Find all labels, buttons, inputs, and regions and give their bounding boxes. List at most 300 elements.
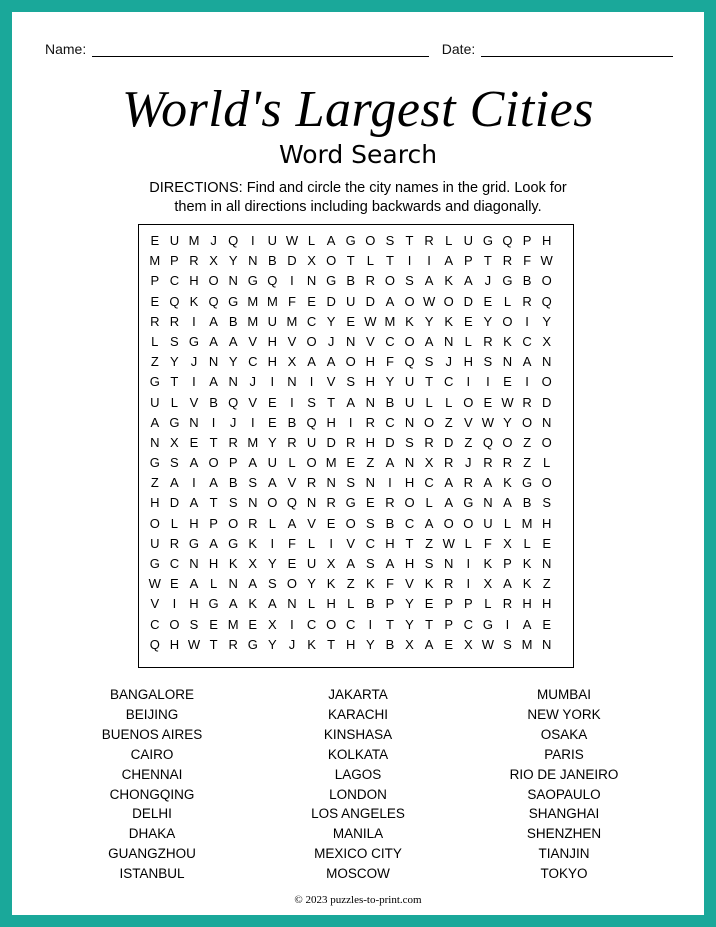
grid-letter[interactable]: N xyxy=(306,495,317,511)
grid-letter[interactable]: Y xyxy=(405,616,414,632)
grid-letter[interactable]: O xyxy=(541,374,552,390)
grid-letter[interactable]: T xyxy=(209,434,218,450)
grid-letter[interactable]: Y xyxy=(424,313,434,329)
grid-letter[interactable]: I xyxy=(466,374,471,390)
grid-letter[interactable]: N xyxy=(228,374,238,390)
grid-letter[interactable]: K xyxy=(365,576,375,592)
grid-letter[interactable]: N xyxy=(287,374,297,390)
grid-letter[interactable]: N xyxy=(365,475,376,491)
grid-letter[interactable]: O xyxy=(228,515,239,531)
grid-letter[interactable]: G xyxy=(482,233,493,248)
grid-letter[interactable]: L xyxy=(307,233,316,248)
grid-letter[interactable]: Q xyxy=(169,293,180,309)
grid-letter[interactable]: R xyxy=(228,636,238,652)
grid-letter[interactable]: N xyxy=(502,354,513,370)
grid-letter[interactable]: R xyxy=(463,475,473,491)
grid-letter[interactable]: T xyxy=(170,374,179,390)
grid-letter[interactable]: E xyxy=(268,394,277,410)
grid-letter[interactable]: B xyxy=(385,515,395,531)
grid-letter[interactable]: A xyxy=(444,495,454,511)
grid-letter[interactable]: O xyxy=(267,495,278,511)
grid-letter[interactable]: U xyxy=(404,394,415,410)
grid-letter[interactable]: W xyxy=(364,313,377,329)
grid-letter[interactable]: K xyxy=(503,475,512,491)
grid-letter[interactable]: V xyxy=(189,394,199,410)
grid-letter[interactable]: E xyxy=(287,556,297,571)
grid-letter[interactable]: L xyxy=(464,333,472,349)
grid-letter[interactable]: I xyxy=(192,374,196,390)
grid-letter[interactable]: S xyxy=(170,333,179,349)
grid-letter[interactable]: A xyxy=(346,394,356,410)
grid-letter[interactable]: J xyxy=(327,333,335,349)
grid-letter[interactable]: N xyxy=(541,414,552,430)
grid-letter[interactable]: O xyxy=(365,233,376,248)
grid-letter[interactable]: R xyxy=(424,434,434,450)
grid-letter[interactable]: R xyxy=(228,434,238,450)
grid-letter[interactable]: A xyxy=(209,374,218,390)
grid-letter[interactable]: G xyxy=(169,414,180,430)
grid-letter[interactable]: P xyxy=(385,596,395,612)
grid-letter[interactable]: L xyxy=(445,394,453,410)
grid-letter[interactable]: N xyxy=(483,495,493,511)
grid-letter[interactable]: Z xyxy=(464,434,473,450)
grid-letter[interactable]: Q xyxy=(404,354,415,370)
grid-letter[interactable]: O xyxy=(541,434,552,450)
grid-letter[interactable]: Z xyxy=(346,576,355,592)
grid-letter[interactable]: F xyxy=(385,354,394,370)
grid-letter[interactable]: H xyxy=(404,475,415,491)
grid-letter[interactable]: A xyxy=(463,273,473,289)
grid-letter[interactable]: H xyxy=(150,495,160,511)
grid-letter[interactable]: O xyxy=(306,333,317,349)
grid-letter[interactable]: W xyxy=(187,636,201,652)
grid-letter[interactable]: C xyxy=(306,313,317,329)
grid-letter[interactable]: A xyxy=(268,596,277,612)
grid-letter[interactable]: A xyxy=(268,475,277,491)
grid-letter[interactable]: S xyxy=(248,475,258,491)
grid-letter[interactable]: A xyxy=(522,616,532,632)
grid-letter[interactable]: O xyxy=(208,455,219,471)
grid-letter[interactable]: E xyxy=(268,414,277,430)
grid-letter[interactable]: S xyxy=(405,434,414,450)
grid-letter[interactable]: U xyxy=(267,233,278,248)
grid-letter[interactable]: G xyxy=(149,556,160,571)
grid-letter[interactable]: A xyxy=(385,455,395,471)
grid-letter[interactable]: X xyxy=(287,354,297,370)
grid-letter[interactable]: A xyxy=(209,313,218,329)
grid-letter[interactable]: K xyxy=(522,576,532,592)
grid-letter[interactable]: M xyxy=(384,313,396,329)
grid-letter[interactable]: G xyxy=(228,535,239,551)
grid-letter[interactable]: V xyxy=(326,374,336,390)
grid-letter[interactable]: H xyxy=(365,434,376,450)
grid-letter[interactable]: I xyxy=(427,253,431,269)
grid-letter[interactable]: A xyxy=(503,495,512,511)
grid-letter[interactable]: E xyxy=(307,293,316,309)
grid-letter[interactable]: A xyxy=(444,253,454,269)
grid-letter[interactable]: S xyxy=(424,556,434,571)
grid-letter[interactable]: G xyxy=(502,273,513,289)
grid-letter[interactable]: O xyxy=(384,273,395,289)
grid-letter[interactable]: T xyxy=(483,253,492,269)
grid-letter[interactable]: Q xyxy=(502,233,513,248)
grid-letter[interactable]: A xyxy=(287,515,297,531)
grid-letter[interactable]: K xyxy=(189,293,199,309)
grid-letter[interactable]: Q xyxy=(228,394,239,410)
grid-letter[interactable]: N xyxy=(306,273,317,289)
grid-letter[interactable]: K xyxy=(248,596,258,612)
grid-letter[interactable]: A xyxy=(248,576,258,592)
grid-letter[interactable]: C xyxy=(385,333,395,349)
grid-letter[interactable]: K xyxy=(424,576,434,592)
grid-letter[interactable]: K xyxy=(248,535,258,551)
grid-letter[interactable]: O xyxy=(502,313,513,329)
grid-letter[interactable]: W xyxy=(481,414,495,430)
grid-letter[interactable]: Q xyxy=(228,233,239,248)
grid-letter[interactable]: E xyxy=(444,636,454,652)
grid-letter[interactable]: H xyxy=(404,556,415,571)
grid-letter[interactable]: G xyxy=(149,374,160,390)
grid-letter[interactable]: G xyxy=(247,636,258,652)
grid-letter[interactable]: N xyxy=(228,576,238,592)
grid-letter[interactable]: O xyxy=(424,414,435,430)
grid-letter[interactable]: O xyxy=(345,354,356,370)
grid-letter[interactable]: K xyxy=(405,313,414,329)
grid-letter[interactable]: B xyxy=(209,394,218,410)
grid-letter[interactable]: U xyxy=(267,455,278,471)
grid-letter[interactable]: M xyxy=(247,293,259,309)
grid-letter[interactable]: A xyxy=(228,333,238,349)
grid-letter[interactable]: S xyxy=(346,374,356,390)
grid-letter[interactable]: E xyxy=(542,535,551,551)
grid-letter[interactable]: Q xyxy=(306,414,317,430)
grid-letter[interactable]: N xyxy=(444,333,454,349)
grid-letter[interactable]: A xyxy=(326,233,336,248)
grid-letter[interactable]: M xyxy=(247,313,259,329)
grid-letter[interactable]: K xyxy=(326,576,336,592)
grid-letter[interactable]: X xyxy=(463,636,473,652)
grid-letter[interactable]: Q xyxy=(267,273,278,289)
grid-letter[interactable]: Y xyxy=(228,354,238,370)
grid-letter[interactable]: U xyxy=(483,515,493,531)
grid-letter[interactable]: A xyxy=(209,475,218,491)
grid-letter[interactable]: O xyxy=(208,273,219,289)
grid-letter[interactable]: J xyxy=(484,273,492,289)
grid-letter[interactable]: X xyxy=(503,535,512,551)
grid-letter[interactable]: R xyxy=(444,455,454,471)
grid-letter[interactable]: Z xyxy=(150,354,159,370)
grid-letter[interactable]: C xyxy=(424,475,434,491)
grid-letter[interactable]: X xyxy=(248,556,258,571)
grid-letter[interactable]: B xyxy=(522,273,532,289)
grid-letter[interactable]: A xyxy=(150,414,160,430)
grid-letter[interactable]: S xyxy=(424,354,434,370)
grid-letter[interactable]: W xyxy=(540,253,553,269)
grid-letter[interactable]: H xyxy=(189,596,199,612)
grid-letter[interactable]: O xyxy=(149,515,160,531)
grid-letter[interactable]: J xyxy=(465,455,472,471)
grid-letter[interactable]: T xyxy=(385,616,394,632)
grid-letter[interactable]: P xyxy=(228,455,238,471)
grid-letter[interactable]: B xyxy=(228,313,238,329)
grid-letter[interactable]: U xyxy=(463,233,473,248)
grid-letter[interactable]: A xyxy=(444,475,454,491)
grid-letter[interactable]: E xyxy=(503,374,512,390)
grid-letter[interactable]: O xyxy=(306,455,317,471)
grid-letter[interactable]: V xyxy=(248,394,258,410)
grid-letter[interactable]: J xyxy=(288,636,296,652)
grid-letter[interactable]: Z xyxy=(542,576,551,592)
grid-letter[interactable]: R xyxy=(522,293,532,309)
grid-letter[interactable]: E xyxy=(365,495,375,511)
grid-letter[interactable]: Y xyxy=(503,414,512,430)
grid-letter[interactable]: I xyxy=(525,313,529,329)
grid-letter[interactable]: Z xyxy=(366,455,375,471)
grid-letter[interactable]: X xyxy=(542,333,551,349)
grid-letter[interactable]: Q xyxy=(286,495,298,511)
grid-letter[interactable]: I xyxy=(211,414,216,430)
grid-letter[interactable]: Y xyxy=(483,313,493,329)
grid-letter[interactable]: Z xyxy=(150,475,159,491)
grid-letter[interactable]: K xyxy=(228,556,238,571)
grid-letter[interactable]: I xyxy=(309,374,314,390)
grid-letter[interactable]: P xyxy=(170,253,179,269)
grid-letter[interactable]: T xyxy=(327,394,336,410)
grid-letter[interactable]: C xyxy=(385,414,395,430)
grid-letter[interactable]: L xyxy=(425,495,433,511)
grid-letter[interactable]: C xyxy=(346,616,356,632)
grid-letter[interactable]: R xyxy=(502,253,513,269)
grid-letter[interactable]: E xyxy=(424,596,434,612)
grid-letter[interactable]: F xyxy=(287,535,296,551)
grid-letter[interactable]: N xyxy=(150,434,160,450)
grid-letter[interactable]: P xyxy=(150,273,160,289)
grid-letter[interactable]: E xyxy=(248,616,258,632)
grid-letter[interactable]: X xyxy=(483,576,493,592)
grid-letter[interactable]: C xyxy=(248,354,258,370)
grid-letter[interactable]: G xyxy=(228,293,239,309)
grid-letter[interactable]: E xyxy=(463,313,473,329)
grid-letter[interactable]: Z xyxy=(444,414,453,430)
grid-letter[interactable]: T xyxy=(209,636,218,652)
grid-letter[interactable]: U xyxy=(346,293,356,309)
grid-letter[interactable]: O xyxy=(345,515,356,531)
grid-letter[interactable]: O xyxy=(541,475,552,491)
grid-letter[interactable]: I xyxy=(505,616,510,632)
grid-letter[interactable]: G xyxy=(247,273,258,289)
grid-letter[interactable]: W xyxy=(422,293,436,309)
grid-letter[interactable]: G xyxy=(326,273,337,289)
grid-letter[interactable]: H xyxy=(267,354,278,370)
grid-letter[interactable]: K xyxy=(483,556,493,571)
grid-letter[interactable]: P xyxy=(463,596,473,612)
grid-letter[interactable]: I xyxy=(407,253,412,269)
grid-letter[interactable]: Y xyxy=(405,596,414,612)
grid-letter[interactable]: H xyxy=(541,596,552,612)
grid-letter[interactable]: X xyxy=(326,556,336,571)
grid-letter[interactable]: N xyxy=(541,354,552,370)
grid-letter[interactable]: J xyxy=(445,354,452,370)
grid-letter[interactable]: H xyxy=(326,414,336,430)
grid-letter[interactable]: O xyxy=(286,576,298,592)
grid-letter[interactable]: I xyxy=(486,374,490,390)
grid-letter[interactable]: N xyxy=(208,354,219,370)
grid-letter[interactable]: I xyxy=(329,535,333,551)
grid-letter[interactable]: R xyxy=(169,535,180,551)
grid-letter[interactable]: N xyxy=(404,455,415,471)
grid-letter[interactable]: V xyxy=(150,596,160,612)
grid-letter[interactable]: M xyxy=(247,434,259,450)
name-field[interactable] xyxy=(92,42,429,57)
grid-letter[interactable]: D xyxy=(326,434,336,450)
grid-letter[interactable]: W xyxy=(481,636,495,652)
grid-letter[interactable]: O xyxy=(541,273,552,289)
grid-letter[interactable]: K xyxy=(307,636,316,652)
grid-letter[interactable]: T xyxy=(405,535,414,551)
grid-letter[interactable]: E xyxy=(346,455,356,471)
grid-letter[interactable]: L xyxy=(523,535,531,551)
grid-letter[interactable]: S xyxy=(268,576,277,592)
grid-letter[interactable]: B xyxy=(346,273,356,289)
grid-letter[interactable]: I xyxy=(270,535,275,551)
grid-letter[interactable]: V xyxy=(365,333,375,349)
grid-letter[interactable]: M xyxy=(521,636,533,652)
grid-letter[interactable]: G xyxy=(208,596,219,612)
grid-letter[interactable]: L xyxy=(445,233,453,248)
grid-letter[interactable]: T xyxy=(209,495,218,511)
grid-letter[interactable]: I xyxy=(368,616,373,632)
grid-letter[interactable]: L xyxy=(484,596,492,612)
grid-letter[interactable]: N xyxy=(189,414,199,430)
grid-letter[interactable]: E xyxy=(346,313,356,329)
grid-letter[interactable]: B xyxy=(385,636,395,652)
grid-letter[interactable]: H xyxy=(267,333,278,349)
grid-letter[interactable]: Y xyxy=(268,556,277,571)
grid-letter[interactable]: E xyxy=(542,616,551,632)
grid-letter[interactable]: D xyxy=(385,434,395,450)
grid-letter[interactable]: I xyxy=(290,616,294,632)
grid-letter[interactable]: K xyxy=(444,313,454,329)
grid-letter[interactable]: A xyxy=(483,475,493,491)
grid-letter[interactable]: N xyxy=(541,556,552,571)
grid-letter[interactable]: P xyxy=(209,515,218,531)
grid-letter[interactable]: U xyxy=(306,434,317,450)
grid-letter[interactable]: R xyxy=(346,434,356,450)
grid-letter[interactable]: W xyxy=(501,394,514,410)
grid-letter[interactable]: A xyxy=(503,576,512,592)
grid-letter[interactable]: A xyxy=(209,333,218,349)
grid-letter[interactable]: F xyxy=(385,576,394,592)
grid-letter[interactable]: K xyxy=(444,273,454,289)
grid-letter[interactable]: X xyxy=(170,434,179,450)
grid-letter[interactable]: I xyxy=(388,475,392,491)
grid-letter[interactable]: F xyxy=(523,253,532,269)
grid-letter[interactable]: L xyxy=(307,535,316,551)
grid-letter[interactable]: L xyxy=(464,535,472,551)
grid-letter[interactable]: U xyxy=(169,233,180,248)
grid-letter[interactable]: A xyxy=(424,273,434,289)
grid-letter[interactable]: G xyxy=(149,455,160,471)
grid-letter[interactable]: C xyxy=(169,273,180,289)
grid-letter[interactable]: I xyxy=(192,475,196,491)
grid-letter[interactable]: H xyxy=(189,515,199,531)
grid-letter[interactable]: N xyxy=(541,636,552,652)
grid-letter[interactable]: M xyxy=(149,253,161,269)
grid-letter[interactable]: S xyxy=(189,616,199,632)
grid-letter[interactable]: O xyxy=(522,414,533,430)
grid-letter[interactable]: Z xyxy=(523,434,532,450)
grid-letter[interactable]: A xyxy=(170,475,179,491)
grid-letter[interactable]: E xyxy=(483,293,493,309)
grid-letter[interactable]: O xyxy=(404,333,415,349)
grid-letter[interactable]: O xyxy=(443,293,454,309)
grid-letter[interactable]: E xyxy=(483,394,493,410)
grid-letter[interactable]: Q xyxy=(482,434,493,450)
grid-letter[interactable]: D xyxy=(365,293,376,309)
grid-letter[interactable]: O xyxy=(404,293,415,309)
grid-letter[interactable]: A xyxy=(189,455,199,471)
grid-letter[interactable]: X xyxy=(424,455,434,471)
grid-letter[interactable]: O xyxy=(404,495,415,511)
grid-letter[interactable]: C xyxy=(365,535,376,551)
grid-letter[interactable]: E xyxy=(189,434,199,450)
grid-letter[interactable]: R xyxy=(483,333,493,349)
grid-letter[interactable]: V xyxy=(287,475,297,491)
grid-letter[interactable]: C xyxy=(150,616,160,632)
grid-letter[interactable]: Y xyxy=(542,313,551,329)
grid-letter[interactable]: O xyxy=(326,616,337,632)
grid-letter[interactable]: C xyxy=(463,616,473,632)
grid-letter[interactable]: M xyxy=(188,233,200,248)
grid-letter[interactable]: Y xyxy=(268,434,277,450)
grid-letter[interactable]: H xyxy=(541,515,552,531)
grid-letter[interactable]: S xyxy=(385,233,395,248)
grid-letter[interactable]: N xyxy=(365,394,376,410)
grid-letter[interactable]: L xyxy=(307,596,316,612)
grid-letter[interactable]: D xyxy=(287,253,297,269)
grid-letter[interactable]: A xyxy=(189,495,199,511)
grid-letter[interactable]: K xyxy=(522,556,532,571)
grid-letter[interactable]: O xyxy=(326,253,337,269)
grid-letter[interactable]: R xyxy=(169,313,180,329)
grid-letter[interactable]: I xyxy=(192,313,196,329)
grid-letter[interactable]: R xyxy=(502,455,513,471)
grid-letter[interactable]: J xyxy=(229,414,237,430)
grid-letter[interactable]: Z xyxy=(523,455,532,471)
grid-letter[interactable]: V xyxy=(287,333,297,349)
grid-letter[interactable]: I xyxy=(466,576,471,592)
grid-letter[interactable]: N xyxy=(228,273,238,289)
grid-letter[interactable]: O xyxy=(169,616,180,632)
grid-letter[interactable]: I xyxy=(270,374,275,390)
grid-letter[interactable]: D xyxy=(463,293,473,309)
grid-letter[interactable]: A xyxy=(385,293,395,309)
grid-letter[interactable]: Y xyxy=(326,313,336,329)
grid-letter[interactable]: D xyxy=(169,495,180,511)
grid-letter[interactable]: Q xyxy=(541,293,552,309)
grid-letter[interactable]: I xyxy=(525,374,529,390)
grid-letter[interactable]: Y xyxy=(268,636,277,652)
grid-letter[interactable]: C xyxy=(404,515,415,531)
grid-letter[interactable]: S xyxy=(503,636,512,652)
grid-letter[interactable]: R xyxy=(444,576,454,592)
grid-letter[interactable]: H xyxy=(541,233,552,248)
grid-letter[interactable]: M xyxy=(325,455,337,471)
grid-letter[interactable]: X xyxy=(268,616,277,632)
grid-letter[interactable]: S xyxy=(483,354,493,370)
grid-letter[interactable]: N xyxy=(404,414,415,430)
grid-letter[interactable]: F xyxy=(287,293,296,309)
